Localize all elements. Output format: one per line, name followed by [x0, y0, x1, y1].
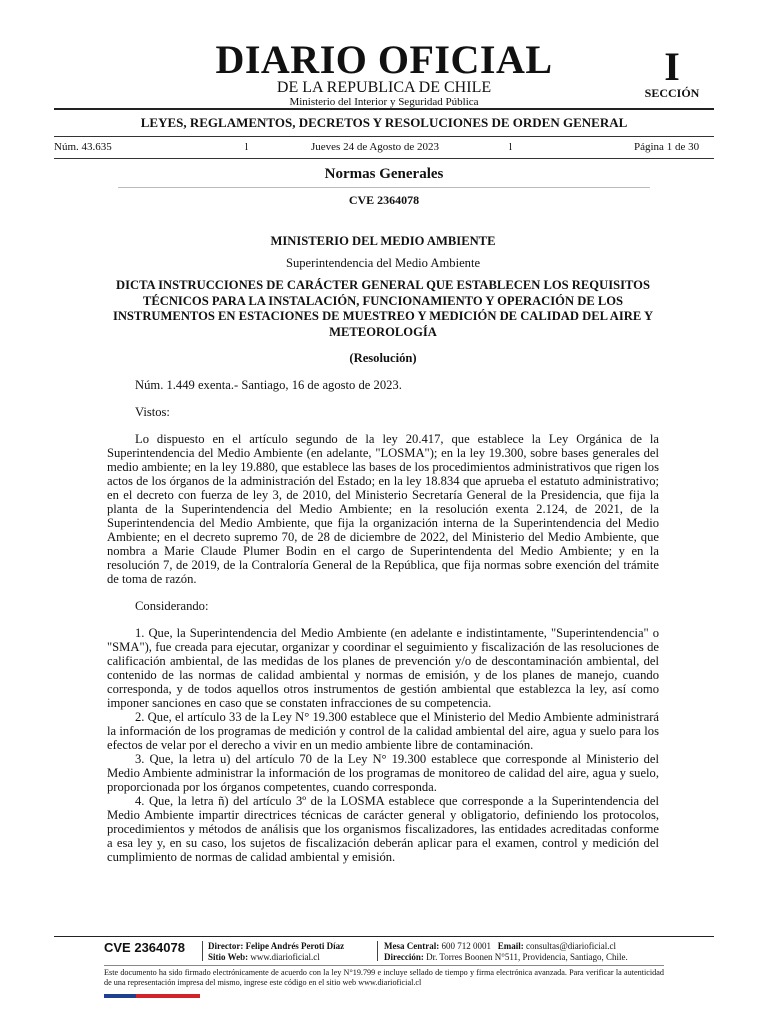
footer-director-block: [208, 941, 344, 963]
section-badge: [632, 44, 712, 100]
document-agency: Superintendencia del Medio Ambiente: [285, 256, 481, 270]
address-label: Dirección:: [384, 952, 424, 962]
document-type: (Resolución): [349, 351, 417, 365]
phone-number: 600 712 0001: [441, 941, 491, 951]
footer-inner-rule: [104, 965, 664, 966]
page-indicator: Página 1 de 30: [634, 141, 700, 153]
footer-divider: [377, 941, 378, 961]
footer-rule: [54, 936, 714, 937]
email-label: Email:: [497, 941, 524, 951]
header-rule-middle: [54, 136, 714, 137]
section-title-rule: [118, 187, 650, 188]
masthead-ministry: Ministerio del Interior y Seguridad Pública: [289, 96, 479, 108]
cve-code: CVE 2364078: [348, 193, 420, 207]
flag-stripe-red: [136, 994, 200, 998]
section-label: SECCIÓN: [644, 86, 700, 100]
meta-separator: l: [509, 141, 513, 153]
footer-divider: [202, 941, 203, 961]
considerando-item: 3. Que, la letra u) del artículo 70 de la Ley N° 19.300 establece que corresponde al Ministerio del Medio Ambiente administrar la información de los programas de monitoreo de calidad del aire, agua y suelo, proporcionada por los órganos competentes, cuando corresponda.: [107, 752, 659, 794]
address-text: Dr. Torres Boonen N°511, Providencia, Santiago, Chile.: [426, 952, 628, 962]
phone-label: Mesa Central:: [384, 941, 440, 951]
section-number: I: [664, 44, 680, 89]
category-heading: LEYES, REGLAMENTOS, DECRETOS Y RESOLUCIONES DE ORDEN GENERAL: [140, 115, 628, 130]
header-rule-bottom: [54, 158, 714, 159]
meta-separator: l: [245, 141, 249, 153]
document-ministry: MINISTERIO DEL MEDIO AMBIENTE: [270, 234, 496, 248]
director-name: Felipe Andrés Peroti Díaz: [245, 941, 345, 951]
document-body: [107, 234, 659, 864]
footer-cve: CVE 2364078: [104, 940, 185, 955]
considerando-item: 1. Que, la Superintendencia del Medio Ambiente (en adelante e indistintamente, "Superintendencia" o "SMA"), fue creada para ejecutar, organizar y coordinar el seguimiento y fiscalización de las resoluciones de calificación ambiental, de las medidas de los planes de prevención y/o de descontaminación ambiental, del contenido de las normas de calidad ambiental y normas de emisión, y de los planes de manejo, cuando corresponda, y de todos aquellos otros instrumentos de gestión ambiental que establezca la ley, así como imponer sanciones en caso que se constaten infracciones de su competencia.: [107, 626, 659, 710]
document-number-line: Núm. 1.449 exenta.- Santiago, 16 de agosto de 2023.: [135, 378, 402, 392]
document-title: DICTA INSTRUCCIONES DE CARÁCTER GENERAL QUE ESTABLECEN LOS REQUISITOS TÉCNICOS PARA LA INSTALACIÓN, FUNCIONAMIENTO Y OPERACIÓN DE LOS INSTRUMENTOS EN ESTACIONES DE MUESTREO Y MEDICIÓN DE CALIDAD DEL AIRE Y METEOROLOGÍA: [112, 278, 654, 339]
site-label: Sitio Web:: [208, 952, 249, 962]
vistos-label: Vistos:: [135, 405, 170, 419]
director-label: Director:: [208, 941, 244, 951]
considerando-item: 4. Que, la letra ñ) del artículo 3º de la LOSMA establece que corresponde a la Superintendencia del Medio Ambiente impartir directrices técnicas de carácter general y obligatorio, definiendo los protocolos, procedimientos y métodos de análisis que los organismos fiscalizadores, las entidades acreditadas conforme a esa ley y, en su caso, los sujetos de fiscalización deberán aplicar para el examen, control y medición del cumplimiento de normas de calidad ambiental y emisión.: [107, 794, 659, 864]
issue-date: Jueves 24 de Agosto de 2023: [311, 141, 440, 153]
masthead-subtitle: DE LA REPUBLICA DE CHILE: [276, 79, 492, 96]
vistos-paragraph: Lo dispuesto en el artículo segundo de la ley 20.417, que establece la Ley Orgánica de la Superintendencia del Medio Ambiente (en adelante, "LOSMA"); en la ley 19.300, sobre bases generales del medio ambiente; en la ley 19.880, que establece las bases de los procedimientos administrativos que rigen los actos de los órganos de la administración del Estado; en la ley 18.834 que aprueba el estatuto administrativo; en el decreto con fuerza de ley 3, de 2010, del Ministerio Secretaría General de la Presidencia, que fija la planta de la Superintendencia del Medio Ambiente; en la resolución exenta 2.124, de 2021, de la Superintendencia del Medio Ambiente, que fija la organización interna de la Superintendencia del Medio Ambiente; en el decreto supremo 70, de 28 de diciembre de 2022, del Ministerio del Medio Ambiente, que nombra a Marie Claude Plumer Bodin en el cargo de Superintendenta del Medio Ambiente; y en la resolución 7, de 2019, de la Contraloría General de la República, que fija normas sobre exención del trámite de toma de razón.: [107, 432, 659, 586]
considerando-label: Considerando:: [135, 599, 209, 613]
issue-number: Núm. 43.635: [54, 141, 112, 153]
section-title: Normas Generales: [324, 166, 444, 182]
header-rule-top: [54, 108, 714, 110]
flag-stripe-blue: [104, 994, 136, 998]
email-link[interactable]: consultas@diarioficial.cl: [525, 941, 616, 951]
site-link[interactable]: www.diarioficial.cl: [250, 952, 320, 962]
footer-legal-notice: Este documento ha sido firmado electrónicamente de acuerdo con la ley N°19.799 e incluye sellado de tiempo y firma electrónica avanzada. Para verificar la autenticidad de una representación impresa del mismo, ingrese este código en el sitio web www.diarioficial.cl: [104, 968, 664, 987]
footer-contact-block: [384, 941, 628, 963]
masthead-title: DIARIO OFICIAL: [215, 37, 553, 82]
considerando-item: 2. Que, el artículo 33 de la Ley N° 19.300 establece que el Ministerio del Medio Ambiente administrará la información de los programas de medición y control de la calidad ambiental del aire, agua y suelo para los efectos de velar por el derecho a vivir en un medio ambiente libre de contaminación.: [107, 710, 659, 752]
